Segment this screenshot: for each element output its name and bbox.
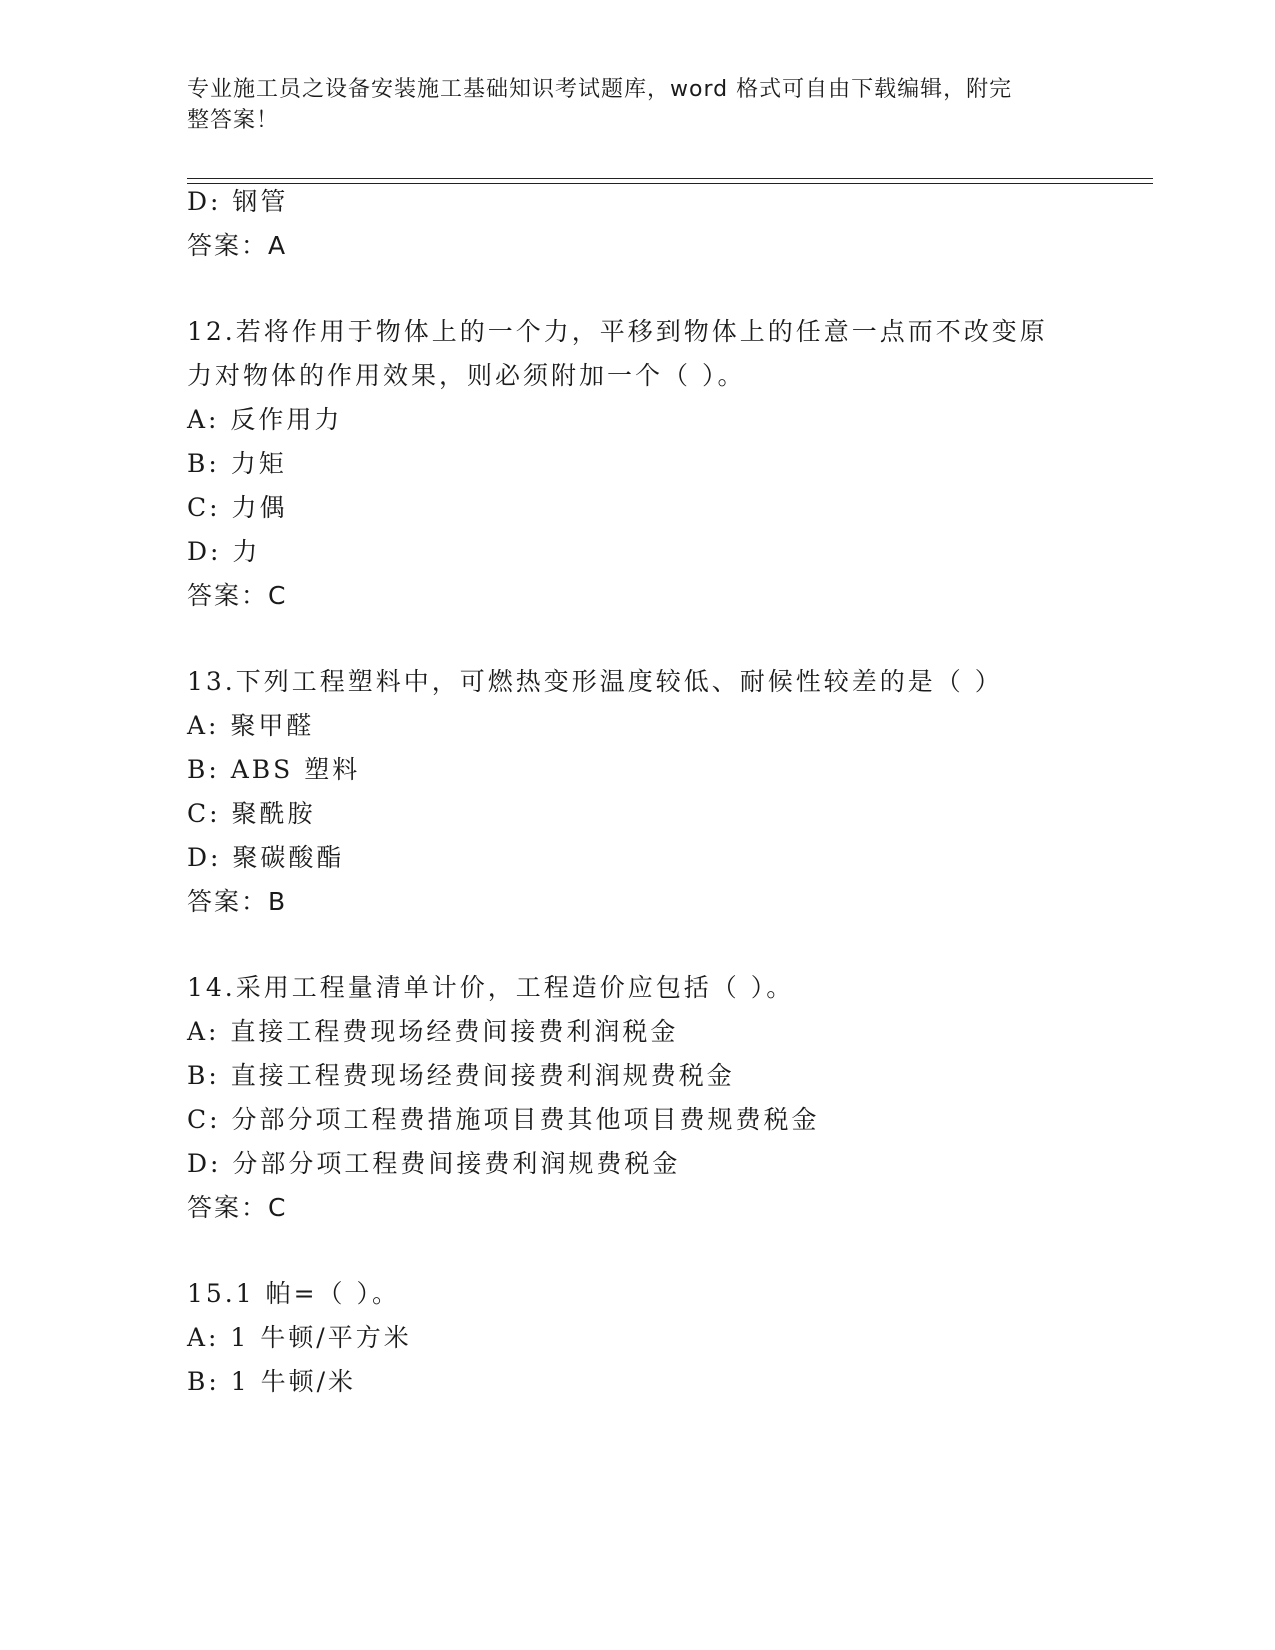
q14-option-d: D: 分部分项工程费间接费利润规费税金 [187, 1149, 681, 1178]
q13-option-b: B: ABS 塑料 [187, 755, 361, 784]
q12-stem-line-2: 力对物体的作用效果，则必须附加一个（ ）。 [187, 361, 746, 390]
q14-stem-line-1: 14.采用工程量清单计价，工程造价应包括（ ）。 [187, 973, 795, 1002]
q14-option-b: B: 直接工程费现场经费间接费利润规费税金 [187, 1061, 735, 1090]
q12-stem-line-1: 12.若将作用于物体上的一个力，平移到物体上的任意一点而不改变原 [187, 317, 1048, 346]
q15-stem-line-1: 15.1 帕=（ ）。 [187, 1279, 401, 1308]
header-divider-bottom [187, 183, 1153, 184]
q14-option-c: C: 分部分项工程费措施项目费其他项目费规费税金 [187, 1105, 820, 1134]
q12-answer: 答案：C [187, 581, 288, 610]
page-header [187, 74, 1067, 136]
q14-answer: 答案：C [187, 1193, 288, 1222]
q13-option-c: C: 聚酰胺 [187, 799, 316, 828]
q13-answer: 答案：B [187, 887, 288, 916]
q12-option-c: C: 力偶 [187, 493, 288, 522]
q14-option-a: A: 直接工程费现场经费间接费利润税金 [187, 1017, 679, 1046]
q12-option-d: D: 力 [187, 537, 261, 566]
header-line-1: 专业施工员之设备安装施工基础知识考试题库，word 格式可自由下载编辑，附完 [187, 77, 1013, 102]
q12-option-a: A: 反作用力 [187, 405, 343, 434]
q11-answer: 答案：A [187, 231, 288, 260]
q12-option-b: B: 力矩 [187, 449, 287, 478]
q13-option-d: D: 聚碳酸酯 [187, 843, 345, 872]
q15-option-b: B: 1 牛顿/米 [187, 1367, 357, 1396]
q11-option-d: D: 钢管 [187, 187, 289, 216]
header-line-2: 整答案！ [187, 108, 280, 133]
header-divider-top [187, 178, 1153, 179]
q15-option-a: A: 1 牛顿/平方米 [187, 1323, 412, 1352]
q13-option-a: A: 聚甲醛 [187, 711, 315, 740]
q13-stem-line-1: 13.下列工程塑料中，可燃热变形温度较低、耐候性较差的是（ ） [187, 667, 1003, 696]
